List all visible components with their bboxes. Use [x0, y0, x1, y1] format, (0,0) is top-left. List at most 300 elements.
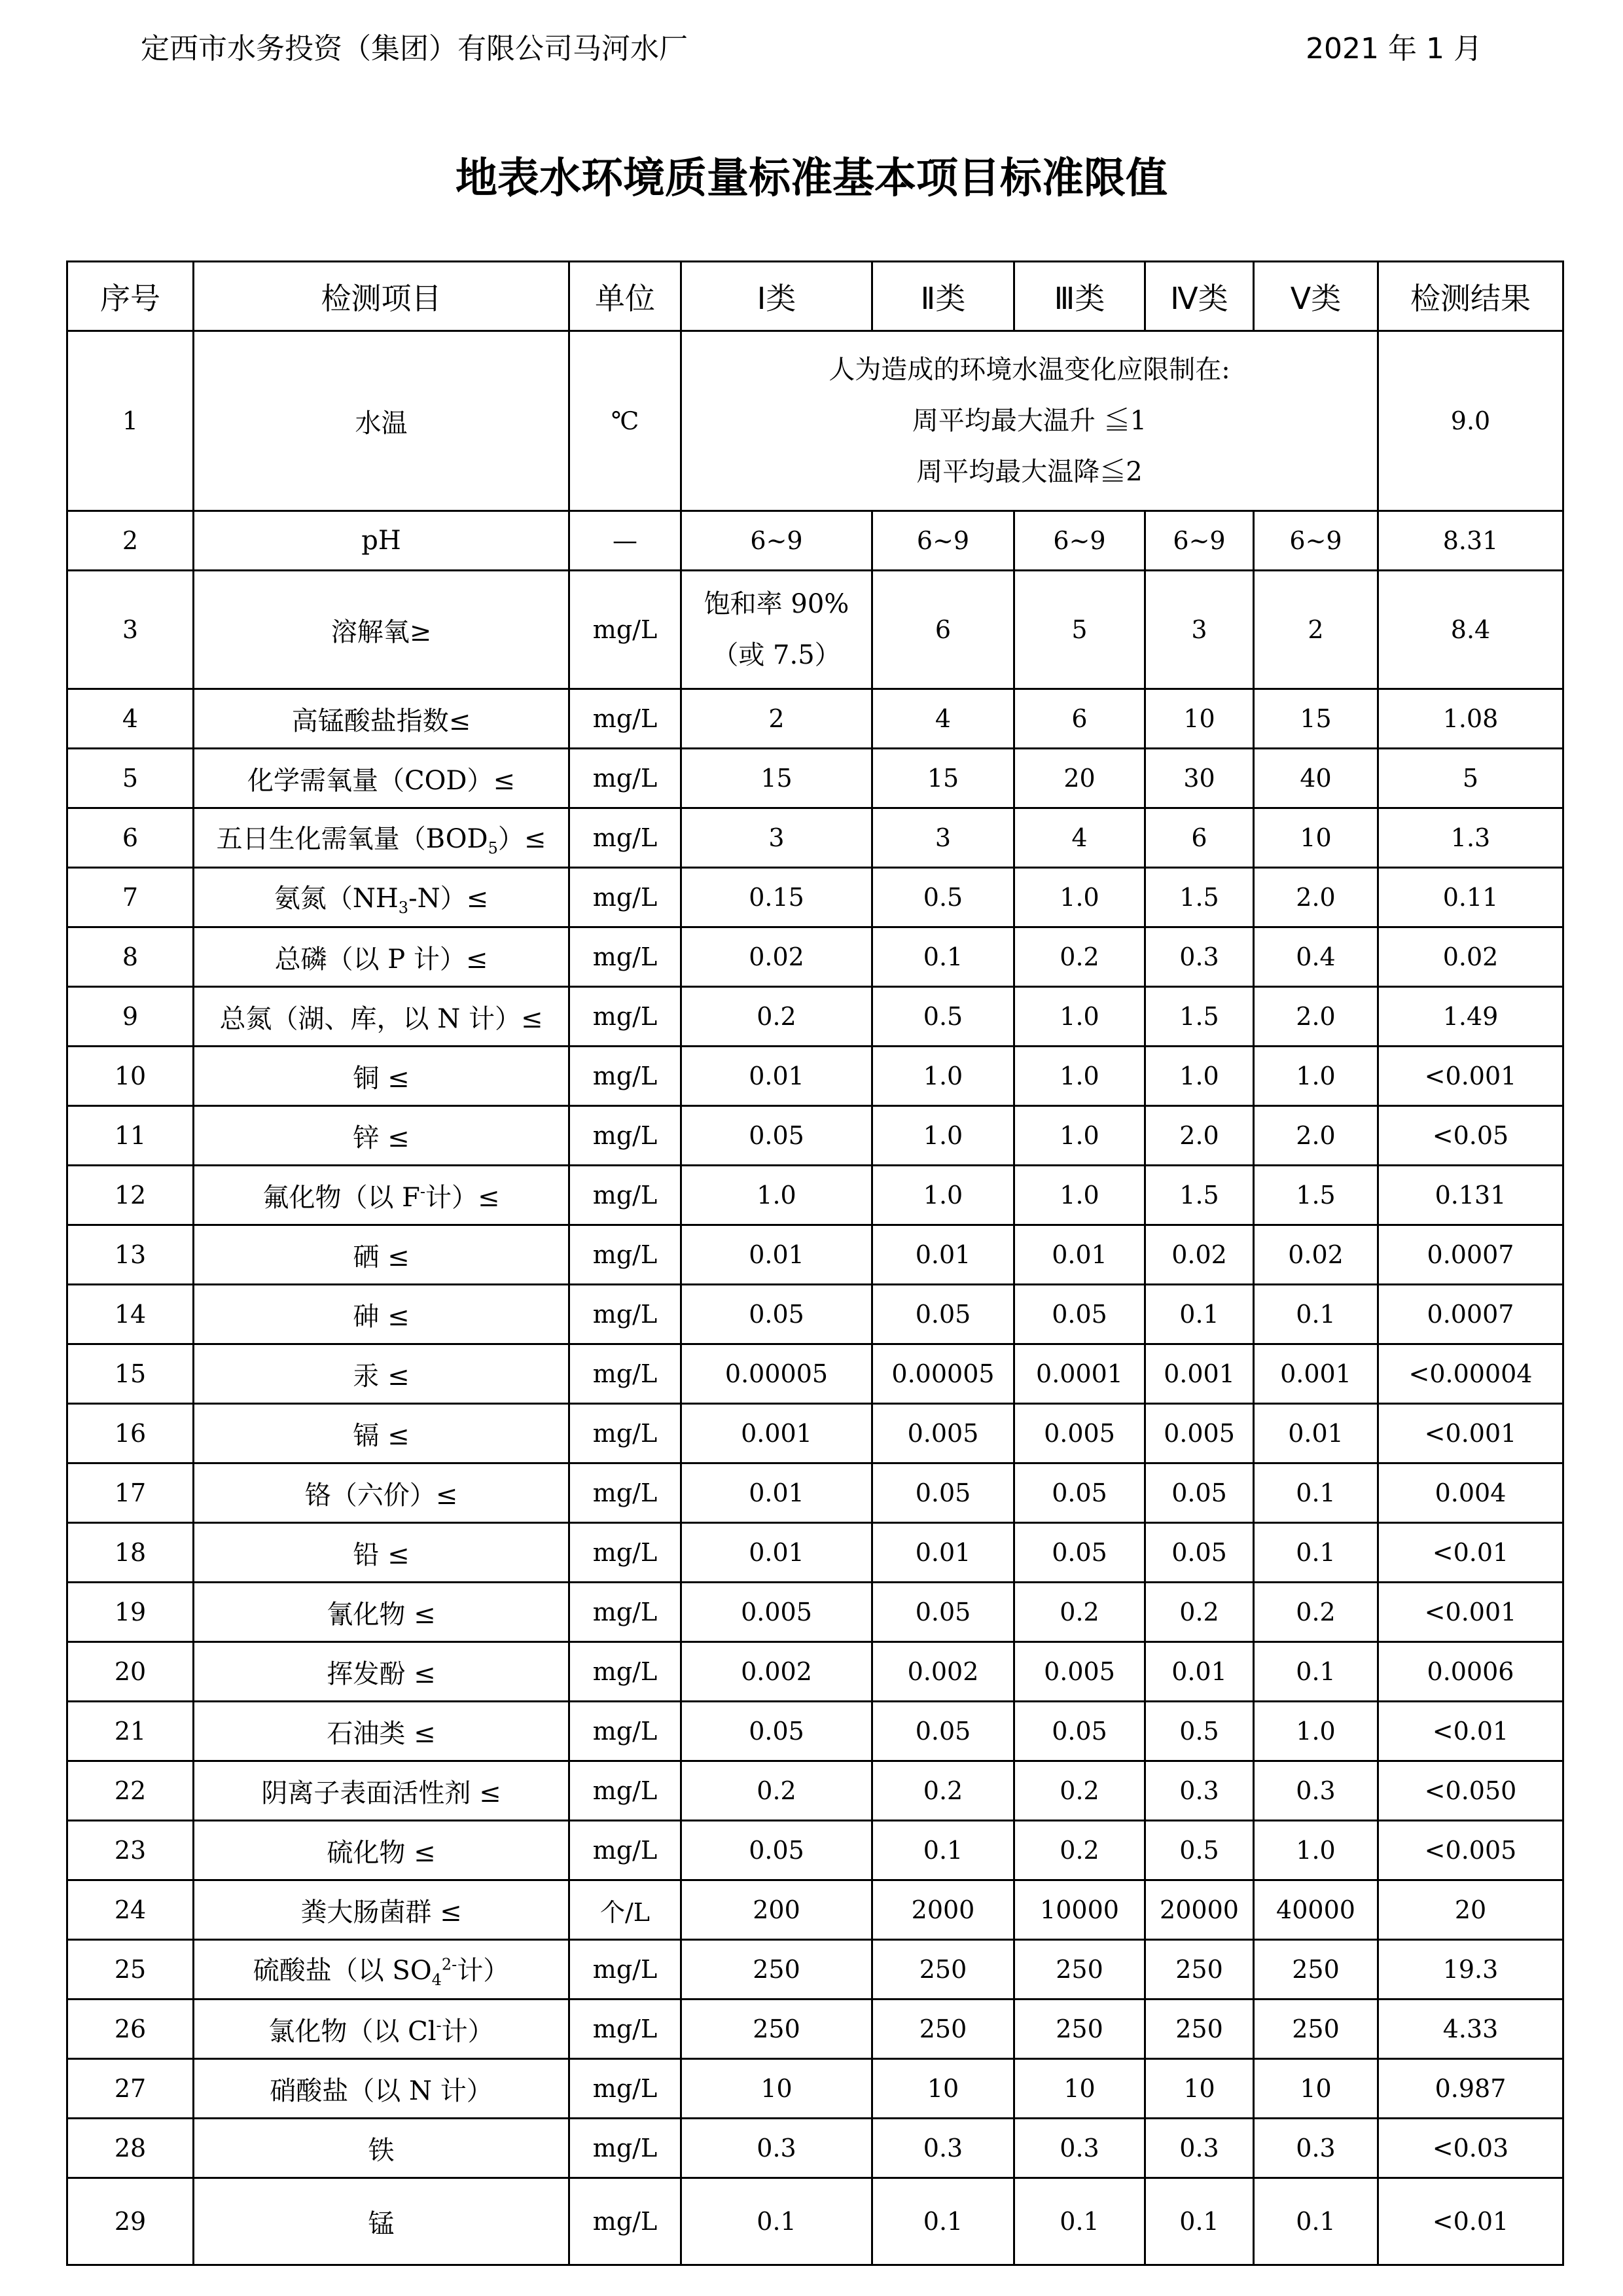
cell-class-4: 0.02 [1145, 1225, 1254, 1285]
cell-item: 铁 [194, 2119, 569, 2178]
cell-unit: ℃ [569, 331, 681, 511]
cell-item [194, 1166, 569, 1225]
cell-class-5: 0.1 [1254, 1463, 1378, 1523]
cell-class-1: 0.01 [681, 1523, 872, 1583]
cell-result: 9.0 [1378, 331, 1563, 511]
cell-class-4: 0.3 [1145, 1761, 1254, 1821]
cell-class-4: 0.5 [1145, 1821, 1254, 1880]
cell-item: pH [194, 511, 569, 571]
cell-result: 0.004 [1378, 1463, 1563, 1523]
item-superscript: 2- [441, 1955, 457, 1974]
cell-no: 29 [67, 2178, 194, 2265]
table-row [67, 1166, 1563, 1225]
header-no: 序号 [67, 262, 194, 331]
cell-class-3: 0.005 [1014, 1404, 1145, 1463]
cell-class-3: 1.0 [1014, 1047, 1145, 1106]
cell-class-1: 0.3 [681, 2119, 872, 2178]
table-row [67, 1880, 1563, 1940]
table-row [67, 1047, 1563, 1106]
cell-class-2: 0.3 [872, 2119, 1014, 2178]
cell-class-5: 15 [1254, 689, 1378, 749]
cell-class-5: 1.0 [1254, 1702, 1378, 1761]
header-class-5: Ⅴ类 [1254, 262, 1378, 331]
cell-no: 1 [67, 331, 194, 511]
cell-no: 27 [67, 2059, 194, 2119]
cell-class-3: 6~9 [1014, 511, 1145, 571]
header-item: 检测项目 [194, 262, 569, 331]
cell-unit: mg/L [569, 1821, 681, 1880]
cell-class-1: 200 [681, 1880, 872, 1940]
cell-item [194, 808, 569, 868]
item-subscript: 3 [398, 899, 409, 917]
cell-class-3: 1.0 [1014, 987, 1145, 1047]
cell-class-4: 1.5 [1145, 987, 1254, 1047]
cell-item: 高锰酸盐指数≤ [194, 689, 569, 749]
cell-item [194, 868, 569, 927]
cell-class-2: 0.1 [872, 1821, 1014, 1880]
cell-class-2: 0.00005 [872, 1344, 1014, 1404]
cell-class-4: 20000 [1145, 1880, 1254, 1940]
cell-class-1: 2 [681, 689, 872, 749]
cell-class-3: 0.05 [1014, 1463, 1145, 1523]
cell-no: 4 [67, 689, 194, 749]
cell-unit: mg/L [569, 1047, 681, 1106]
cell-unit: 个/L [569, 1880, 681, 1940]
cell-class-5: 0.2 [1254, 1583, 1378, 1642]
cell-class-5: 0.1 [1254, 2178, 1378, 2265]
cell-class-1: 0.05 [681, 1285, 872, 1344]
cell-item: 硫化物 ≤ [194, 1821, 569, 1880]
cell-no: 8 [67, 927, 194, 987]
cell-class-4: 250 [1145, 2000, 1254, 2059]
cell-class-5: 0.1 [1254, 1642, 1378, 1702]
cell-unit: mg/L [569, 808, 681, 868]
cell-result: <0.01 [1378, 2178, 1563, 2265]
cell-class-3: 0.005 [1014, 1642, 1145, 1702]
cell-unit: mg/L [569, 868, 681, 927]
table-row [67, 1821, 1563, 1880]
note-line: 周平均最大温降≦2 [916, 457, 1143, 487]
cell-result: <0.005 [1378, 1821, 1563, 1880]
cell-class-2: 0.1 [872, 927, 1014, 987]
cell-class-5: 0.4 [1254, 927, 1378, 987]
cell-class-3: 1.0 [1014, 1106, 1145, 1166]
cell-result: <0.00004 [1378, 1344, 1563, 1404]
table-row [67, 1583, 1563, 1642]
cell-class-4: 6 [1145, 808, 1254, 868]
table-row [67, 1463, 1563, 1523]
cell-item: 总磷（以 P 计）≤ [194, 927, 569, 987]
cell-unit: mg/L [569, 927, 681, 987]
cell-class-3: 250 [1014, 2000, 1145, 2059]
cell-no: 21 [67, 1702, 194, 1761]
cell-class-3: 0.05 [1014, 1702, 1145, 1761]
cell-class-2: 0.2 [872, 1761, 1014, 1821]
cell-result: 0.0006 [1378, 1642, 1563, 1702]
cell-class-2: 0.5 [872, 987, 1014, 1047]
cell-class-4: 0.001 [1145, 1344, 1254, 1404]
document-title: 地表水环境质量标准基本项目标准限值 [455, 154, 1168, 203]
cell-class-4: 1.5 [1145, 1166, 1254, 1225]
cell-class-2: 4 [872, 689, 1014, 749]
cell-result: <0.01 [1378, 1702, 1563, 1761]
cell-unit: mg/L [569, 2059, 681, 2119]
cell-class-5: 2.0 [1254, 1106, 1378, 1166]
cell-class-4: 0.3 [1145, 2119, 1254, 2178]
cell-class-1: 0.01 [681, 1047, 872, 1106]
cell-result: 1.08 [1378, 689, 1563, 749]
cell-unit: mg/L [569, 1940, 681, 2000]
cell-no: 22 [67, 1761, 194, 1821]
cell-class-3: 0.2 [1014, 1583, 1145, 1642]
cell-class-4: 30 [1145, 749, 1254, 808]
cell-class-3: 1.0 [1014, 1166, 1145, 1225]
item-text: ）≤ [497, 824, 546, 854]
cell-no: 3 [67, 571, 194, 689]
header-class-4: Ⅳ类 [1145, 262, 1254, 331]
cell-item: 氰化物 ≤ [194, 1583, 569, 1642]
cell-class-5: 0.001 [1254, 1344, 1378, 1404]
cell-class-3: 0.2 [1014, 927, 1145, 987]
cell-class-4: 0.1 [1145, 1285, 1254, 1344]
cell-result: 0.131 [1378, 1166, 1563, 1225]
cell-item: 砷 ≤ [194, 1285, 569, 1344]
cell-no: 23 [67, 1821, 194, 1880]
standards-table [66, 260, 1564, 2266]
cell-class-3: 0.2 [1014, 1821, 1145, 1880]
cell-class-1: 0.005 [681, 1583, 872, 1642]
table-row [67, 2178, 1563, 2265]
table-row [67, 2119, 1563, 2178]
note-line: 人为造成的环境水温变化应限制在: [829, 355, 1230, 385]
cell-class-5: 0.3 [1254, 1761, 1378, 1821]
table-row [67, 1285, 1563, 1344]
table-row [67, 1344, 1563, 1404]
cell-unit: mg/L [569, 1761, 681, 1821]
cell-result: 8.31 [1378, 511, 1563, 571]
cell-class-2: 6 [872, 571, 1014, 689]
cell-class-1 [681, 571, 872, 689]
cell-class-5: 2.0 [1254, 868, 1378, 927]
cell-class-4: 0.5 [1145, 1702, 1254, 1761]
cell-class-3: 20 [1014, 749, 1145, 808]
cell-result: 20 [1378, 1880, 1563, 1940]
table-row [67, 2000, 1563, 2059]
cell-result: 4.33 [1378, 2000, 1563, 2059]
cell-temperature-note [681, 331, 1378, 511]
cell-result: <0.05 [1378, 1106, 1563, 1166]
header-class-1: Ⅰ类 [681, 262, 872, 331]
cell-unit: mg/L [569, 1523, 681, 1583]
cell-line: 饱和率 90% [704, 589, 849, 619]
cell-no: 25 [67, 1940, 194, 2000]
table-row [67, 689, 1563, 749]
item-text: 氟化物（以 F [262, 1182, 420, 1213]
cell-class-1: 3 [681, 808, 872, 868]
cell-class-2: 0.002 [872, 1642, 1014, 1702]
cell-no: 18 [67, 1523, 194, 1583]
cell-no: 11 [67, 1106, 194, 1166]
cell-result: <0.001 [1378, 1404, 1563, 1463]
cell-result: 1.49 [1378, 987, 1563, 1047]
cell-item [194, 2000, 569, 2059]
note-line: 周平均最大温升 ≦1 [912, 406, 1147, 436]
cell-item: 锌 ≤ [194, 1106, 569, 1166]
cell-result: 0.02 [1378, 927, 1563, 987]
cell-class-5: 40 [1254, 749, 1378, 808]
header-result: 检测结果 [1378, 262, 1563, 331]
cell-no: 6 [67, 808, 194, 868]
cell-no: 5 [67, 749, 194, 808]
cell-item: 水温 [194, 331, 569, 511]
cell-class-5: 1.5 [1254, 1166, 1378, 1225]
cell-unit: mg/L [569, 571, 681, 689]
cell-class-5: 0.3 [1254, 2119, 1378, 2178]
item-subscript: 4 [431, 1971, 442, 1989]
cell-result: <0.001 [1378, 1583, 1563, 1642]
cell-item: 总氮（湖、库，以 N 计）≤ [194, 987, 569, 1047]
cell-class-2: 0.05 [872, 1702, 1014, 1761]
cell-class-5: 1.0 [1254, 1047, 1378, 1106]
organization-name: 定西市水务投资（集团）有限公司马河水厂 [141, 32, 688, 65]
cell-no: 7 [67, 868, 194, 927]
item-text: 五日生化需氧量（BOD [216, 824, 488, 854]
cell-no: 10 [67, 1047, 194, 1106]
cell-class-2: 15 [872, 749, 1014, 808]
cell-class-3: 10000 [1014, 1880, 1145, 1940]
cell-item: 溶解氧≥ [194, 571, 569, 689]
cell-unit: mg/L [569, 1583, 681, 1642]
cell-class-4: 2.0 [1145, 1106, 1254, 1166]
cell-class-4: 0.01 [1145, 1642, 1254, 1702]
cell-class-3: 5 [1014, 571, 1145, 689]
table-row [67, 749, 1563, 808]
cell-class-1: 0.05 [681, 1821, 872, 1880]
item-text: 计） [441, 2016, 494, 2047]
cell-class-5: 0.1 [1254, 1523, 1378, 1583]
table-row [67, 1106, 1563, 1166]
cell-class-3: 1.0 [1014, 868, 1145, 927]
cell-item: 硝酸盐（以 N 计） [194, 2059, 569, 2119]
cell-class-3: 0.0001 [1014, 1344, 1145, 1404]
cell-unit: mg/L [569, 1463, 681, 1523]
cell-class-5: 2.0 [1254, 987, 1378, 1047]
cell-class-5: 0.02 [1254, 1225, 1378, 1285]
header-unit: 单位 [569, 262, 681, 331]
cell-class-1: 250 [681, 1940, 872, 2000]
cell-item: 粪大肠菌群 ≤ [194, 1880, 569, 1940]
cell-class-5: 0.1 [1254, 1285, 1378, 1344]
cell-class-1: 0.15 [681, 868, 872, 927]
table-row [67, 511, 1563, 571]
cell-class-2: 1.0 [872, 1047, 1014, 1106]
cell-class-5: 2 [1254, 571, 1378, 689]
cell-item: 石油类 ≤ [194, 1702, 569, 1761]
cell-no: 16 [67, 1404, 194, 1463]
table-row [67, 987, 1563, 1047]
cell-result: 0.11 [1378, 868, 1563, 927]
cell-class-1: 6~9 [681, 511, 872, 571]
cell-class-2: 0.01 [872, 1225, 1014, 1285]
item-text: 硫酸盐（以 SO [253, 1956, 432, 1986]
cell-class-2: 2000 [872, 1880, 1014, 1940]
cell-class-2: 0.05 [872, 1463, 1014, 1523]
cell-unit: mg/L [569, 1642, 681, 1702]
cell-class-2: 6~9 [872, 511, 1014, 571]
cell-result: 0.0007 [1378, 1285, 1563, 1344]
cell-class-2: 0.005 [872, 1404, 1014, 1463]
cell-class-1: 0.001 [681, 1404, 872, 1463]
cell-unit: mg/L [569, 1225, 681, 1285]
cell-class-4: 10 [1145, 689, 1254, 749]
cell-result: <0.01 [1378, 1523, 1563, 1583]
cell-class-1: 0.002 [681, 1642, 872, 1702]
cell-no: 26 [67, 2000, 194, 2059]
cell-no: 9 [67, 987, 194, 1047]
cell-result: 8.4 [1378, 571, 1563, 689]
cell-result: 0.0007 [1378, 1225, 1563, 1285]
cell-class-2: 0.05 [872, 1583, 1014, 1642]
cell-class-1: 0.05 [681, 1106, 872, 1166]
report-date: 2021 年 1 月 [1306, 32, 1482, 65]
cell-result: 19.3 [1378, 1940, 1563, 2000]
cell-class-1: 0.2 [681, 1761, 872, 1821]
cell-class-3: 4 [1014, 808, 1145, 868]
cell-result: <0.050 [1378, 1761, 1563, 1821]
cell-line: （或 7.5） [712, 640, 841, 670]
cell-no: 13 [67, 1225, 194, 1285]
cell-no: 28 [67, 2119, 194, 2178]
cell-class-2: 1.0 [872, 1166, 1014, 1225]
table-row [67, 2059, 1563, 2119]
cell-unit: mg/L [569, 2119, 681, 2178]
table-header-row [67, 262, 1563, 331]
cell-class-3: 0.05 [1014, 1523, 1145, 1583]
cell-item: 阴离子表面活性剂 ≤ [194, 1761, 569, 1821]
cell-no: 15 [67, 1344, 194, 1404]
cell-unit: mg/L [569, 1344, 681, 1404]
cell-class-3: 0.3 [1014, 2119, 1145, 2178]
item-superscript: - [419, 1182, 426, 1201]
cell-no: 17 [67, 1463, 194, 1523]
cell-unit: mg/L [569, 749, 681, 808]
cell-class-3: 0.05 [1014, 1285, 1145, 1344]
table-row [67, 1404, 1563, 1463]
cell-class-4: 250 [1145, 1940, 1254, 2000]
cell-class-3: 10 [1014, 2059, 1145, 2119]
cell-class-5: 250 [1254, 2000, 1378, 2059]
table-row [67, 1642, 1563, 1702]
item-text: 计） [457, 1956, 510, 1986]
cell-item: 锰 [194, 2178, 569, 2265]
cell-class-1: 0.05 [681, 1702, 872, 1761]
cell-result: <0.001 [1378, 1047, 1563, 1106]
cell-item: 镉 ≤ [194, 1404, 569, 1463]
cell-class-5: 10 [1254, 808, 1378, 868]
item-text: 氯化物（以 Cl [268, 2016, 437, 2047]
cell-unit: mg/L [569, 1404, 681, 1463]
cell-class-3: 250 [1014, 1940, 1145, 2000]
cell-no: 14 [67, 1285, 194, 1344]
cell-unit: — [569, 511, 681, 571]
cell-unit: mg/L [569, 1285, 681, 1344]
cell-item [194, 1940, 569, 2000]
cell-no: 24 [67, 1880, 194, 1940]
cell-result: <0.03 [1378, 2119, 1563, 2178]
cell-class-3: 0.2 [1014, 1761, 1145, 1821]
table-row [67, 331, 1563, 511]
cell-class-2: 10 [872, 2059, 1014, 2119]
cell-class-4: 0.005 [1145, 1404, 1254, 1463]
cell-class-1: 0.01 [681, 1463, 872, 1523]
table-row [67, 1225, 1563, 1285]
cell-class-2: 1.0 [872, 1106, 1014, 1166]
cell-class-4: 1.0 [1145, 1047, 1254, 1106]
header-class-2: Ⅱ类 [872, 262, 1014, 331]
cell-class-3: 0.1 [1014, 2178, 1145, 2265]
cell-class-1: 0.01 [681, 1225, 872, 1285]
cell-class-5: 10 [1254, 2059, 1378, 2119]
cell-no: 2 [67, 511, 194, 571]
cell-class-4: 10 [1145, 2059, 1254, 2119]
cell-class-1: 0.00005 [681, 1344, 872, 1404]
cell-class-4: 0.1 [1145, 2178, 1254, 2265]
cell-unit: mg/L [569, 689, 681, 749]
cell-class-2: 0.5 [872, 868, 1014, 927]
cell-class-4: 0.2 [1145, 1583, 1254, 1642]
cell-class-4: 0.05 [1145, 1523, 1254, 1583]
cell-result: 1.3 [1378, 808, 1563, 868]
header-class-3: Ⅲ类 [1014, 262, 1145, 331]
cell-class-4: 3 [1145, 571, 1254, 689]
cell-item: 化学需氧量（COD）≤ [194, 749, 569, 808]
table-row [67, 1940, 1563, 2000]
cell-class-4: 6~9 [1145, 511, 1254, 571]
item-subscript: 5 [488, 839, 498, 857]
cell-no: 19 [67, 1583, 194, 1642]
cell-class-1: 15 [681, 749, 872, 808]
cell-result: 5 [1378, 749, 1563, 808]
cell-class-5: 250 [1254, 1940, 1378, 2000]
cell-item: 挥发酚 ≤ [194, 1642, 569, 1702]
cell-class-2: 250 [872, 2000, 1014, 2059]
cell-class-5: 6~9 [1254, 511, 1378, 571]
cell-class-4: 0.3 [1145, 927, 1254, 987]
table-row [67, 1761, 1563, 1821]
cell-class-2: 0.1 [872, 2178, 1014, 2265]
cell-class-5: 40000 [1254, 1880, 1378, 1940]
cell-unit: mg/L [569, 987, 681, 1047]
cell-class-1: 10 [681, 2059, 872, 2119]
cell-class-2: 3 [872, 808, 1014, 868]
cell-item: 汞 ≤ [194, 1344, 569, 1404]
item-text: 氨氮（NH [274, 884, 399, 914]
table-row [67, 868, 1563, 927]
cell-class-2: 0.05 [872, 1285, 1014, 1344]
table-row [67, 808, 1563, 868]
table-row [67, 927, 1563, 987]
item-superscript: - [436, 2016, 442, 2035]
cell-class-1: 1.0 [681, 1166, 872, 1225]
table-row [67, 571, 1563, 689]
cell-unit: mg/L [569, 1702, 681, 1761]
cell-class-4: 0.05 [1145, 1463, 1254, 1523]
cell-class-4: 1.5 [1145, 868, 1254, 927]
cell-class-2: 250 [872, 1940, 1014, 2000]
cell-item: 硒 ≤ [194, 1225, 569, 1285]
cell-unit: mg/L [569, 1166, 681, 1225]
cell-item: 铬（六价）≤ [194, 1463, 569, 1523]
